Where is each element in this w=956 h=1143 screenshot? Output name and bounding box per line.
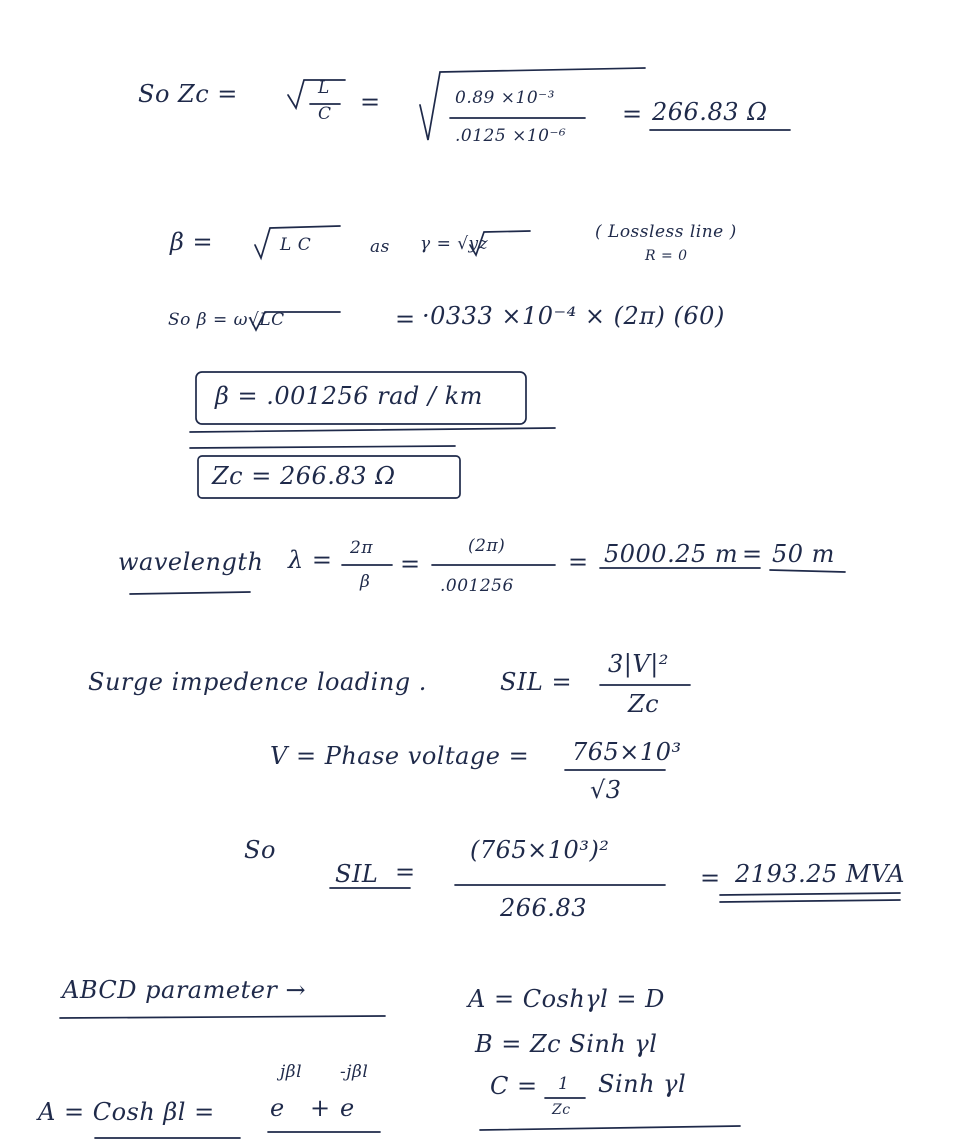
wavelength-eq: = [400, 550, 421, 578]
sil-calc-eq2: = [700, 864, 721, 892]
wavelength-frac1-num: 2π [350, 538, 373, 558]
sil-def-num: 3|V|² [608, 650, 669, 678]
abcd-c-lhs: C = [490, 1072, 538, 1100]
sil-calc-result: 2193.25 MVA [735, 860, 905, 888]
beta-calc-lhs: So β = ω√LC [168, 310, 285, 330]
a-expand-term2-base: e [340, 1094, 355, 1122]
sil-def-den: Zc [628, 690, 660, 718]
wavelength-frac2-den: .001256 [440, 576, 514, 596]
beta-sqrt-lc: L C [280, 235, 312, 255]
wavelength-frac1-den: β [360, 572, 371, 592]
sil-calc-lhs: SIL [335, 860, 379, 888]
gamma-def: γ = √yz [420, 234, 489, 254]
zc-sqrt-numerator: L [318, 78, 330, 98]
phase-voltage-num: 765×10³ [572, 738, 682, 766]
zc-eq2: = [622, 100, 643, 128]
zc-eq1: = [360, 88, 381, 116]
sil-calc-num: (765×10³)² [470, 836, 610, 864]
beta-lhs: β = [170, 228, 214, 256]
a-expand-plus: + [310, 1094, 331, 1122]
abcd-label: ABCD parameter → [62, 976, 307, 1004]
wavelength-lhs: λ = [288, 546, 333, 574]
wavelength-result2: 50 m [772, 540, 835, 568]
sil-label: Surge impedence loading . [88, 668, 427, 696]
abcd-c-den: Zc [552, 1102, 571, 1118]
lossless-note-sub: R = 0 [645, 248, 688, 264]
beta-as: as [370, 237, 390, 257]
a-expand-term1-exp: jβl [280, 1062, 303, 1082]
abcd-c-rhs: Sinh γl [598, 1070, 687, 1098]
wavelength-eq3: = [742, 540, 763, 568]
zc-denominator: .0125 ×10⁻⁶ [455, 126, 567, 146]
sil-calc-eq: = [395, 858, 416, 886]
wavelength-frac2-num: (2π) [468, 536, 506, 556]
a-expand-term1-base: e [270, 1094, 285, 1122]
a-expand-term2-exp: -jβl [340, 1062, 369, 1082]
sil-calc-so: So [244, 836, 276, 864]
phase-voltage-lhs: V = Phase voltage = [270, 742, 530, 770]
sil-calc-den: 266.83 [500, 894, 587, 922]
wavelength-label: wavelength [118, 548, 264, 576]
abcd-c-num: 1 [558, 1074, 570, 1094]
zc-numerator: 0.89 ×10⁻³ [455, 88, 555, 108]
sil-def-lhs: SIL = [500, 668, 573, 696]
a-expand-lhs: A = Cosh βl = [38, 1098, 215, 1126]
wavelength-eq2: = [568, 548, 589, 576]
zc-sqrt-denominator: C [318, 104, 332, 124]
lossless-note: ( Lossless line ) [595, 222, 737, 242]
beta-calc-eq: = [395, 305, 416, 333]
zc-box-result: Zc = 266.83 Ω [212, 462, 396, 490]
zc-prefix: So Zc = [138, 80, 238, 108]
beta-calc-rhs: ·0333 ×10⁻⁴ × (2π) (60) [422, 302, 725, 330]
wavelength-result1: 5000.25 m [604, 540, 739, 568]
beta-box-result: β = .001256 rad / km [215, 382, 483, 410]
abcd-b: B = Zc Sinh γl [475, 1030, 658, 1058]
zc-result: 266.83 Ω [652, 98, 768, 126]
abcd-a: A = Coshγl = D [468, 985, 665, 1013]
phase-voltage-den: √3 [590, 776, 622, 804]
